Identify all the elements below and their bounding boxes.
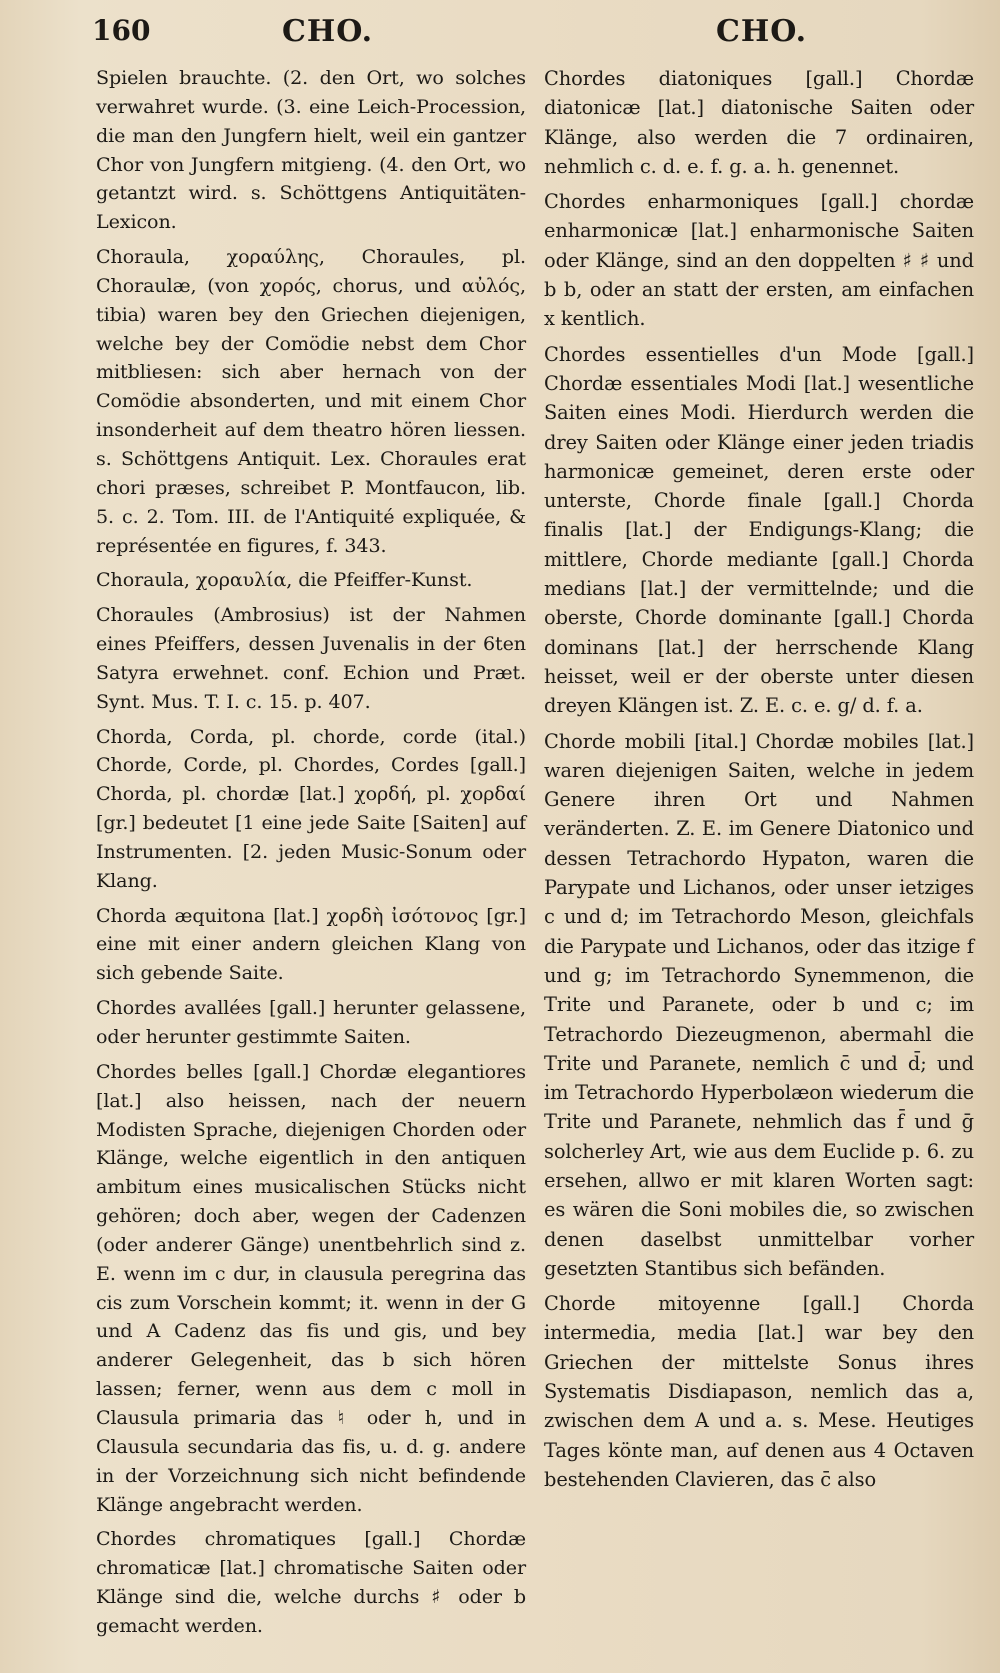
entry-chordes-essentielles: Chordes essentielles d'un Mode [gall.] Chordæ essentiales Modi [lat.] wesentliche Saiten eines Modi. Hierdurch werden die drey Saiten oder Klänge einer jeden triadis harmonicæ gemeinet, deren erste oder unterste, Chorde finale [gall.] Chorda finalis [lat.] der Endigungs-Klang; die mittlere, Chorde mediante [gall.] Chorda medians [lat.] der vermittelnde; und die oberste, Chorde dominante [gall.] Chorda dominans [lat.] der herrschende Klang heisset, weil er der oberste unter diesen dreyen Klängen ist. Z. E. c. e. g/ d. f. a. [544,342,974,718]
entry-chordes-avallees: Chordes avallées [gall.] herunter gelassene, oder herunter gestimmte Saiten. [96,996,526,1048]
entry-chorda: Chorda, Corda, pl. chorde, corde (ital.) Chorde, Corde, pl. Chordes, Cordes [gall.] Chorda, pl. chordæ [lat.] χορδή, pl. χορδαί [gr.] bedeutet [1 eine jede Saite [Saiten] auf Instrumenten. [2. jeden Music-Sonum oder Klang. [96,724,526,892]
column-divider [533,70,534,1653]
entry-chordes-enharmoniques: Chordes enharmoniques [gall.] chordæ enharmonicæ [lat.] enharmonische Saiten oder Klänge, sind an den doppelten ♯ ♯ und b b, oder an statt der ersten, am einfachen x kentlich. [544,190,974,331]
entry-chordes-chromatiques: Chordes chromatiques [gall.] Chordæ chromaticæ [lat.] chromatische Saiten oder Klänge sind die, welche durchs ♯ oder b gemacht werden. [96,1527,526,1637]
left-column [96,64,526,1647]
entry-continuation: Spielen brauchte. (2. den Ort, wo solches verwahret wurde. (3. eine Leich-Procession, die man den Jungfern hielt, weil ein gantzer Chor von Jungfern mitgieng. (4. den Ort, wo getantzt wird. s. Schöttgens Antiquitäten-Lexicon. [96,66,526,234]
entry-chorde-mitoyenne: Chorde mitoyenne [gall.] Chorda intermedia, media [lat.] war bey den Griechen der mittelste Sonus ihres Systematis Disdiapason, nemlich das a, zwischen dem A und a. s. Mese. Heutiges Tages könte man, auf denen aus 4 Octaven bestehenden Clavieren, das c̄ also [544,1292,974,1491]
page-number: 160 [92,14,151,47]
page-header [92,6,962,56]
entry-chordes-belles: Chordes belles [gall.] Chordæ elegantiores [lat.] also heissen, nach der neuern Modisten Sprache, diejenigen Chorden oder Klänge, welche eigentlich in den antiquen ambitum eines musicalischen Stücks nicht gehören; doch aber, wegen der Cadenzen (oder anderer Gänge) unentbehrlich sind z. E. wenn im c dur, in clausula peregrina das cis zum Vorschein kommt; it. wenn in der G und A Cadenz das fis und gis, und bey anderer Gelegenheit, das b sich hören lassen; ferner, wenn aus dem c moll in Clausula primaria das ♮ oder h, und in Clausula secundaria das fis, u. d. g. andere in der Vorzeichnung sich nicht befindende Klänge angebracht werden. [96,1059,526,1516]
entry-chordes-diatoniques: Chordes diatoniques [gall.] Chordæ diatonicæ [lat.] diatonische Saiten oder Klänge, also werden die 7 ordinairen, nehmlich c. d. e. f. g. a. h. genennet. [544,67,974,178]
right-column [544,64,974,1500]
entry-chorda-aequitona: Chorda æquitona [lat.] χορδὴ ἰσότονος [gr.] eine mit einer andern gleichen Klang von sich gebende Saite. [96,903,526,985]
entry-chorde-mobili: Chorde mobili [ital.] Chordæ mobiles [lat.] waren diejenigen Saiten, welche in jedem Genere ihren Ort und Nahmen veränderten. Z. E. im Genere Diatonico und dessen Tetrachordo Hypaton, waren die Parypate und Lichanos, oder unser ietziges c und d; im Tetrachordo Meson, gleichfals die Parypate und Lichanos, oder das itzige f und g; im Tetrachordo Synemmenon, die Trite und Paranete, oder b und c; im Tetrachordo Diezeugmenon, abermahl die Trite und Paranete, nemlich c̄ und d̄; und im Tetrachordo Hyperbolæon wiederum die Trite und Paranete, nehmlich das f̄ und ḡ solcherley Art, wie aus dem Euclide p. 6. zu ersehen, allwo er mit klaren Worten sagt: es wären die Soni mobiles die, so zwischen denen daselbst unmittelbar vorher gesetzten Stantibus sich befänden. [544,729,974,1280]
entry-choraules: Choraules (Ambrosius) ist der Nahmen eines Pfeiffers, dessen Juvenalis in der 6ten Satyra erwehnet. conf. Echion und Præt. Synt. Mus. T. I. c. 15. p. 407. [96,603,526,713]
running-head-left: CHO. [282,14,374,49]
entry-choraula-kunst: Choraula, χοραυλία, die Pfeiffer-Kunst. [96,568,473,592]
running-head-right: CHO. [716,14,808,49]
entry-choraula: Choraula, χοραύλης, Choraules, pl. Choraulæ, (von χορός, chorus, und αὐλός, tibia) waren bey den Griechen diejenigen, welche bey der Comödie nebst dem Chor mitbliesen: sich aber hernach von der Comödie absonderten, und mit einem Chor insonderheit auf dem theatro hören liessen. s. Schöttgens Antiquit. Lex. Choraules erat chori præses, schreibet P. Montfaucon, lib. 5. c. 2. Tom. III. de l'Antiquité expliquée, & représentée en figures, f. 343. [96,245,526,557]
